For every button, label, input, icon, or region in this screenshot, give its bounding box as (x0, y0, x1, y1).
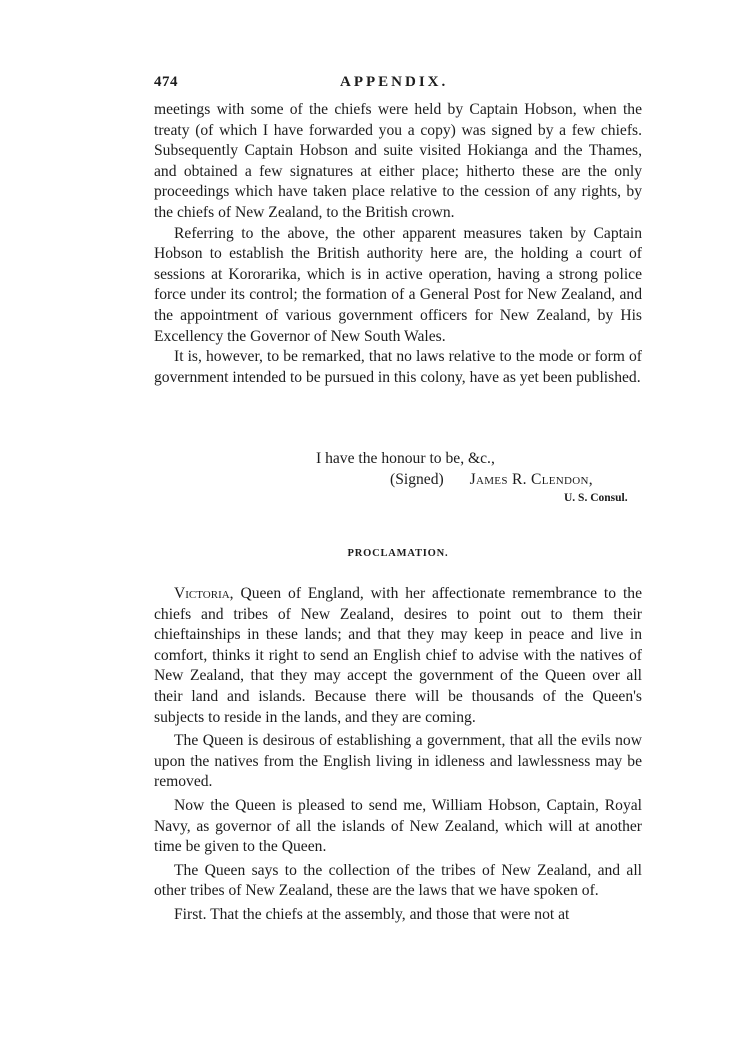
letter-text (154, 100, 642, 388)
signed-label: (Signed) (390, 471, 444, 488)
proclamation-paragraph: Now the Queen is pleased to send me, William Hobson, Captain, Royal Navy, as governor of all the islands of New Zealand, which will at another time be given to the Queen. (154, 796, 642, 856)
proclamation-paragraph: First. That the chiefs at the assembly, and those that were not at (174, 905, 570, 923)
valediction: I have the honour to be, &c., (316, 450, 495, 467)
proclamation-first-word: Victoria, (174, 585, 234, 602)
page-number: 474 (154, 74, 178, 90)
letter-paragraph: Referring to the above, the other apparent measures taken by Captain Hobson to establish the British authority here are, the holding a court of sessions at Kororarika, which is in active operation, having a strong police force under its control; the formation of a General Post for New Zealand, and the appointment of various government officers for New Zealand, by His Excellency the Governor of New South Wales. (154, 224, 642, 345)
signatory-name: James R. Clendon, (469, 471, 593, 488)
proclamation-text (154, 584, 642, 929)
running-head: APPENDIX. (340, 74, 449, 90)
proclamation-paragraph-rest: Queen of England, with her affectionate remembrance to the chiefs and tribes of New Zealand, desires to point out to them their chieftainships in these lands; and that they may keep in peace and live in comfort, thinks it right to send an English chief to advise with the natives of New Zealand, that they may accept the government of the Queen over all their land and islands. Because there will be thousands of the Queen's subjects to reside in the lands, and they are coming. (154, 585, 642, 726)
proclamation-paragraph (154, 584, 642, 728)
proclamation-paragraph: The Queen is desirous of establishing a government, that all the evils now upon the natives from the English living in idleness and lawlessness may be removed. (154, 732, 642, 791)
letter-paragraph: meetings with some of the chiefs were held by Captain Hobson, when the treaty (of which I have forwarded you a copy) was signed by a few chiefs. Subsequently Captain Hobson and suite visited Hokianga and the Thames, and obtained a few signatures at either place; hitherto these are the only proceedings which have taken place relative to the cession of any rights, by the chiefs of New Zealand, to the British crown. (154, 101, 642, 221)
signature-line (390, 471, 593, 489)
section-heading: PROCLAMATION. (347, 548, 449, 559)
proclamation-paragraph: The Queen says to the collection of the tribes of New Zealand, and all other tribes of New Zealand, these are the laws that we have spoken of. (154, 861, 642, 900)
page-header (154, 74, 642, 94)
signatory-title: U. S. Consul. (564, 492, 628, 504)
letter-paragraph: It is, however, to be remarked, that no laws relative to the mode or form of government intended to be pursued in this colony, have as yet been published. (154, 348, 642, 386)
